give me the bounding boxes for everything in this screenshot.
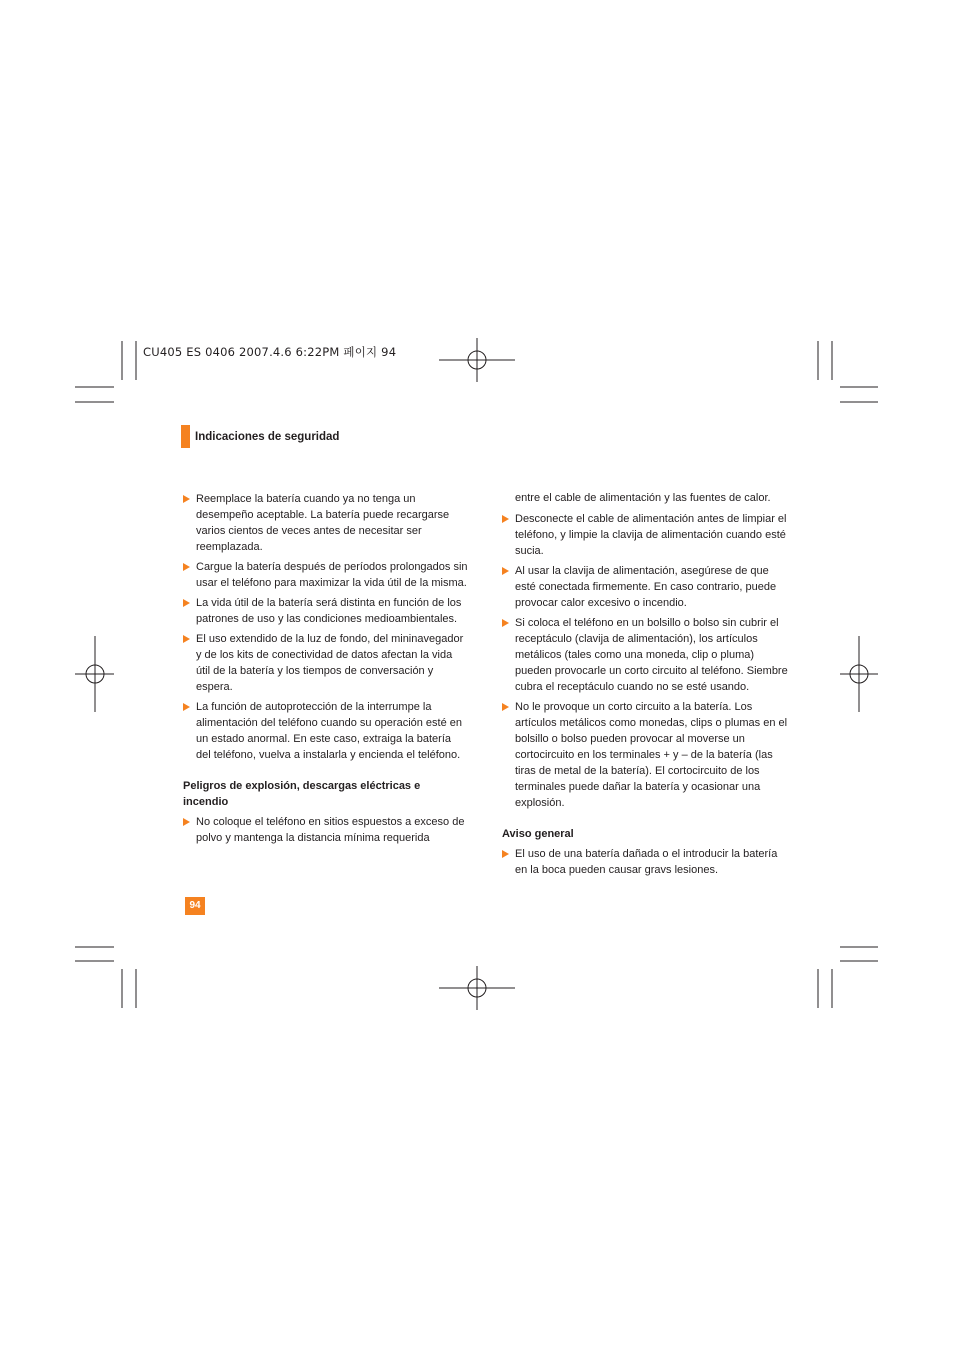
bullet-arrow-icon <box>183 599 190 607</box>
bullet-arrow-icon <box>502 567 509 575</box>
bullet-text: No coloque el teléfono en sitios espuestos a exceso de polvo y mantenga la distancia mínima requerida <box>196 816 465 844</box>
registration-mark-bottom <box>439 966 515 1010</box>
print-slug: CU405 ES 0406 2007.4.6 6:22PM 페이지 94 <box>143 345 397 359</box>
bullet-text: La vida útil de la batería será distinta en función de los patrones de uso y las condiciones medioambientales. <box>196 597 462 625</box>
bullet-text: Cargue la batería después de períodos prolongados sin usar el teléfono para maximizar la vida útil de la misma. <box>196 561 468 589</box>
continued-text: entre el cable de alimentación y las fuentes de calor. <box>515 492 771 504</box>
bullet-text: Desconecte el cable de alimentación antes de limpiar el teléfono, y limpie la clavija de alimentación cuando esté sucia. <box>515 513 787 557</box>
bullet-item <box>502 846 792 878</box>
bullet-arrow-icon <box>502 703 509 711</box>
crop-mark-bottom-right <box>818 947 878 1008</box>
bullet-item <box>183 699 468 763</box>
bullet-item <box>502 563 792 611</box>
section-title: Indicaciones de seguridad <box>195 431 340 443</box>
bullet-text: La función de autoprotección de la interrumpe la alimentación del teléfono cuando su operación esté en un estado anormal. En este caso, extraiga la batería del teléfono, vuelva a instalarla y encienda el teléfono. <box>196 701 463 761</box>
crop-mark-bottom-left <box>75 947 136 1008</box>
bullet-arrow-icon <box>183 703 190 711</box>
left-column <box>183 491 468 850</box>
bullet-item <box>502 511 792 559</box>
bullet-item <box>502 699 792 811</box>
page-number: 94 <box>185 897 205 915</box>
bullet-arrow-icon <box>502 619 509 627</box>
bullet-arrow-icon <box>183 495 190 503</box>
bullet-text: El uso extendido de la luz de fondo, del mininavegador y de los kits de conectividad de datos afectan la vida útil de la batería y los tiempos de conversación y espera. <box>196 633 464 693</box>
crop-mark-top-right <box>818 341 878 402</box>
bullet-item <box>502 615 792 695</box>
bullet-item <box>183 595 468 627</box>
bullet-text: El uso de una batería dañada o el introducir la batería en la boca pueden causar gravs lesiones. <box>515 848 778 876</box>
bullet-item <box>183 559 468 591</box>
bullet-arrow-icon <box>502 515 509 523</box>
bullet-item <box>183 631 468 695</box>
bullet-item <box>183 491 468 555</box>
bullet-item <box>183 814 468 846</box>
bullet-arrow-icon <box>183 635 190 643</box>
subheading-explosion-hazards: Peligros de explosión, descargas eléctricas e incendio <box>183 780 421 808</box>
right-column <box>502 490 792 882</box>
bullet-text: Al usar la clavija de alimentación, asegúrese de que esté conectada firmemente. En caso contrario, puede provocar calor excesivo o incendio. <box>515 565 777 609</box>
registration-mark-left <box>75 636 114 712</box>
subheading-general-notice: Aviso general <box>502 828 574 840</box>
bullet-text: No le provoque un corto circuito a la batería. Los artículos metálicos como monedas, clips o plumas en el bolsillo o bolso pueden provocar al moverse un cortocircuito en los terminales + y – de la batería (las tiras de metal de la batería). El cortocircuito de los terminales puede dañar la batería y ocasionar una explosión. <box>515 701 788 809</box>
bullet-arrow-icon <box>183 563 190 571</box>
registration-mark-right <box>840 636 878 712</box>
bullet-arrow-icon <box>502 850 509 858</box>
bullet-arrow-icon <box>183 818 190 826</box>
crop-mark-top-left <box>75 341 136 402</box>
section-marker <box>181 425 190 448</box>
bullet-text: Reemplace la batería cuando ya no tenga un desempeño aceptable. La batería puede recargarse varios cientos de veces antes de necesitar ser reemplazada. <box>196 493 450 553</box>
registration-mark-top <box>439 338 515 382</box>
bullet-text: Si coloca el teléfono en un bolsillo o bolso sin cubrir el receptáculo (clavija de alimentación), los artículos metálicos (tales como una moneda, clip o pluma) pueden provocarle un corto circuito al teléfono. Siembre cubra el receptáculo cuando no se esté usando. <box>515 617 788 693</box>
